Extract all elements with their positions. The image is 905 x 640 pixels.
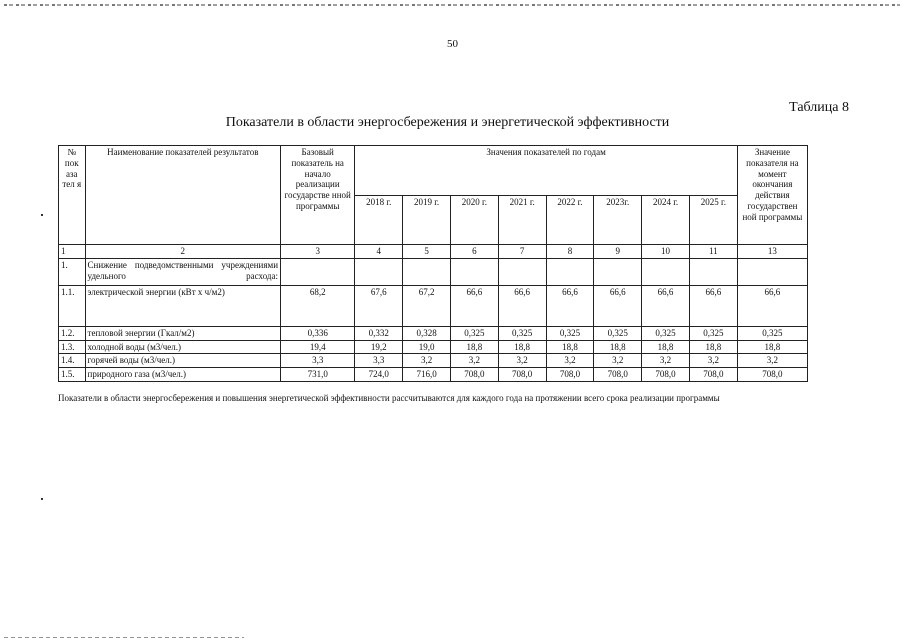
row-value: 67,2 xyxy=(403,285,451,326)
row-base xyxy=(281,258,355,285)
table-row xyxy=(59,354,808,368)
row-value: 708,0 xyxy=(689,368,737,382)
row-final: 18,8 xyxy=(737,340,807,354)
row-value: 18,8 xyxy=(450,340,498,354)
row-final: 708,0 xyxy=(737,368,807,382)
header-name: Наименование показателей результатов xyxy=(85,146,280,245)
row-name: холодной воды (м3/чел.) xyxy=(85,340,280,354)
row-value: 724,0 xyxy=(355,368,403,382)
row-value xyxy=(594,258,642,285)
row-value: 3,2 xyxy=(450,354,498,368)
row-value xyxy=(642,258,690,285)
column-number: 4 xyxy=(355,245,403,259)
row-value: 0,325 xyxy=(450,326,498,340)
header-year: 2021 г. xyxy=(498,195,546,245)
row-value: 18,8 xyxy=(689,340,737,354)
row-value: 67,6 xyxy=(355,285,403,326)
row-base: 0,336 xyxy=(281,326,355,340)
row-value: 3,2 xyxy=(594,354,642,368)
column-number: 2 xyxy=(85,245,280,259)
header-final: Значение показателя на момент окончания действия государствен ной программы xyxy=(737,146,807,245)
row-number: 1.3. xyxy=(59,340,86,354)
column-number: 7 xyxy=(498,245,546,259)
header-year: 2018 г. xyxy=(355,195,403,245)
row-value: 0,328 xyxy=(403,326,451,340)
row-value: 3,2 xyxy=(498,354,546,368)
row-final xyxy=(737,258,807,285)
column-number: 9 xyxy=(594,245,642,259)
row-base: 3,3 xyxy=(281,354,355,368)
header-year: 2024 г. xyxy=(642,195,690,245)
row-value: 708,0 xyxy=(546,368,594,382)
table-row xyxy=(59,368,808,382)
header-year: 2025 г. xyxy=(689,195,737,245)
table-row xyxy=(59,285,808,326)
page-number: 50 xyxy=(447,38,458,50)
scan-edge-top xyxy=(4,4,900,6)
row-number: 1.1. xyxy=(59,285,86,326)
header-year: 2023г. xyxy=(594,195,642,245)
row-value: 0,325 xyxy=(642,326,690,340)
table-row xyxy=(59,340,808,354)
row-value: 66,6 xyxy=(450,285,498,326)
row-value xyxy=(450,258,498,285)
table-row xyxy=(59,258,808,285)
row-value: 18,8 xyxy=(594,340,642,354)
row-value: 3,2 xyxy=(642,354,690,368)
row-value: 716,0 xyxy=(403,368,451,382)
row-value: 3,3 xyxy=(355,354,403,368)
scan-speck xyxy=(41,214,43,216)
column-number: 1 xyxy=(59,245,86,259)
column-number: 6 xyxy=(450,245,498,259)
scan-speck xyxy=(41,498,43,500)
table-label: Таблица 8 xyxy=(789,100,849,115)
row-value: 3,2 xyxy=(546,354,594,368)
row-base: 731,0 xyxy=(281,368,355,382)
row-value: 0,325 xyxy=(498,326,546,340)
row-number: 1.4. xyxy=(59,354,86,368)
row-value xyxy=(498,258,546,285)
row-value: 18,8 xyxy=(546,340,594,354)
row-value: 708,0 xyxy=(498,368,546,382)
column-number: 13 xyxy=(737,245,807,259)
row-number: 1.5. xyxy=(59,368,86,382)
row-value: 708,0 xyxy=(450,368,498,382)
row-value: 0,325 xyxy=(689,326,737,340)
column-number: 10 xyxy=(642,245,690,259)
row-value xyxy=(689,258,737,285)
header-years-group: Значения показателей по годам xyxy=(355,146,737,196)
row-name: горячей воды (м3/чел.) xyxy=(85,354,280,368)
row-base: 68,2 xyxy=(281,285,355,326)
row-value: 0,332 xyxy=(355,326,403,340)
row-name: Снижение подведомственными учреждениями удельного расхода: xyxy=(85,258,280,285)
row-number: 1. xyxy=(59,258,86,285)
row-value: 66,6 xyxy=(642,285,690,326)
row-base: 19,4 xyxy=(281,340,355,354)
row-final: 66,6 xyxy=(737,285,807,326)
column-numbers-row xyxy=(59,245,808,259)
header-year: 2019 г. xyxy=(403,195,451,245)
column-number: 5 xyxy=(403,245,451,259)
row-name: электрической энергии (кВт х ч/м2) xyxy=(85,285,280,326)
row-name: тепловой энергии (Гкал/м2) xyxy=(85,326,280,340)
column-number: 11 xyxy=(689,245,737,259)
header-year: 2022 г. xyxy=(546,195,594,245)
row-value: 19,0 xyxy=(403,340,451,354)
column-number: 8 xyxy=(546,245,594,259)
row-number: 1.2. xyxy=(59,326,86,340)
row-name: природного газа (м3/чел.) xyxy=(85,368,280,382)
row-value: 708,0 xyxy=(594,368,642,382)
row-final: 0,325 xyxy=(737,326,807,340)
indicators-table xyxy=(58,145,808,382)
row-value xyxy=(546,258,594,285)
row-value: 66,6 xyxy=(689,285,737,326)
row-value: 19,2 xyxy=(355,340,403,354)
row-final: 3,2 xyxy=(737,354,807,368)
row-value: 18,8 xyxy=(642,340,690,354)
table-row xyxy=(59,326,808,340)
row-value: 3,2 xyxy=(403,354,451,368)
row-value: 66,6 xyxy=(498,285,546,326)
footnote: Показатели в области энергосбережения и повышения энергетической эффективности рассчитываются для каждого года на протяжении всего срока реализации программы xyxy=(58,393,720,403)
row-value: 708,0 xyxy=(642,368,690,382)
row-value: 18,8 xyxy=(498,340,546,354)
header-base: Базовый показатель на начало реализации государстве нной программы xyxy=(281,146,355,245)
row-value: 66,6 xyxy=(546,285,594,326)
header-year: 2020 г. xyxy=(450,195,498,245)
row-value: 0,325 xyxy=(594,326,642,340)
scan-edge-bottom xyxy=(4,637,244,638)
header-row-1 xyxy=(59,146,808,196)
row-value: 3,2 xyxy=(689,354,737,368)
document-title: Показатели в области энергосбережения и энергетической эффективности xyxy=(225,115,670,130)
row-value xyxy=(403,258,451,285)
row-value: 66,6 xyxy=(594,285,642,326)
row-value xyxy=(355,258,403,285)
header-number: № пок аза тел я xyxy=(59,146,86,245)
row-value: 0,325 xyxy=(546,326,594,340)
column-number: 3 xyxy=(281,245,355,259)
